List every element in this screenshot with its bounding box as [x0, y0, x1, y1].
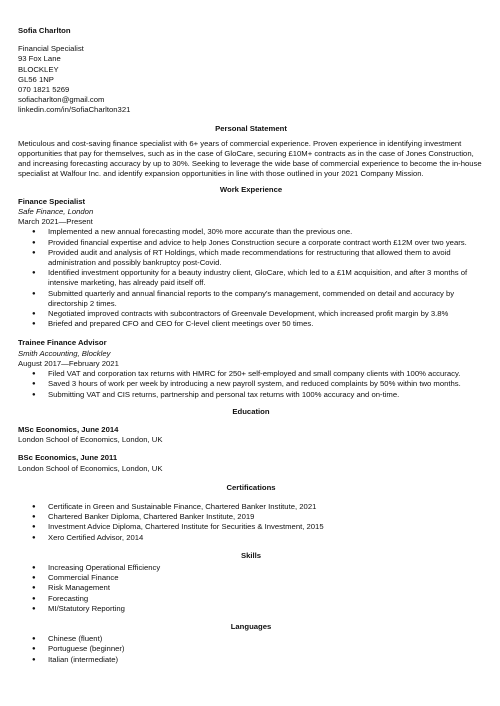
job-bullets	[18, 369, 484, 400]
list-item: ● Briefed and prepared CFO and CEO for C-level client meetings over 50 times.	[18, 319, 484, 329]
list-item: ● Negotiated improved contracts with subcontractors of Greenvale Development, which increased profit margin by 3.8%	[18, 309, 484, 319]
section-title: Education	[232, 406, 270, 416]
languages-list	[18, 634, 484, 665]
job-dates: August 2017—February 2021	[18, 358, 119, 368]
job-entry	[18, 197, 484, 330]
phone-number: 070 1821 5269	[18, 85, 70, 95]
list-item: ● Increasing Operational Efficiency	[18, 563, 484, 573]
address-street: 93 Fox Lane	[18, 54, 61, 64]
section-title: Personal Statement	[215, 123, 287, 133]
degree: MSc Economics, June 2014	[18, 424, 119, 434]
list-item: ● Forecasting	[18, 594, 484, 604]
job-title: Financial Specialist	[18, 44, 84, 54]
list-item: ● Commercial Finance	[18, 573, 484, 583]
education-entry	[18, 425, 484, 445]
list-item: ● Risk Management	[18, 583, 484, 593]
address-postcode: GL56 1NP	[18, 74, 54, 84]
degree: BSc Economics, June 2011	[18, 453, 118, 463]
email-address: sofiacharlton@gmail.com	[18, 95, 105, 105]
list-item: ● Chinese (fluent)	[18, 634, 484, 644]
address-town: BLOCKLEY	[18, 64, 59, 74]
list-item: ● Provided audit and analysis of RT Holdings, which made recommendations for restructuring that allowed them to avoid administration and possibly bankruptcy post-Covid.	[18, 248, 484, 268]
list-item: ● MI/Statutory Reporting	[18, 604, 484, 614]
list-item: ● Portuguese (beginner)	[18, 644, 484, 654]
certifications-list	[18, 502, 484, 543]
job-role: Trainee Finance Advisor	[18, 338, 107, 348]
skills-section	[18, 551, 484, 614]
candidate-name: Sofia Charlton	[18, 26, 71, 35]
languages-section	[18, 622, 484, 665]
work-experience-section	[18, 185, 484, 400]
list-item: ● Implemented a new annual forecasting model, 30% more accurate than the previous one.	[18, 227, 484, 237]
section-title: Work Experience	[219, 184, 283, 194]
school: London School of Economics, London, UK	[18, 435, 163, 445]
contact-block	[18, 44, 484, 115]
skills-list	[18, 563, 484, 614]
resume-page	[18, 26, 484, 665]
personal-statement-section	[18, 124, 484, 180]
list-item: ● Identified investment opportunity for a beauty industry client, GloCare, which led to a £1M acquisition, and after 3 months of intensive marketing, has already paid itself off.	[18, 268, 484, 288]
section-title: Skills	[240, 550, 262, 560]
section-title: Languages	[230, 621, 272, 631]
list-item: ● Italian (intermediate)	[18, 655, 484, 665]
education-entry	[18, 453, 484, 473]
list-item: ● Xero Certified Advisor, 2014	[18, 533, 484, 543]
list-item: ● Submitted quarterly and annual financial reports to the company's management, commended on detail and accuracy by directorship 2 times.	[18, 289, 484, 309]
list-item: ● Saved 3 hours of work per week by introducing a new payroll system, and reduced complaints by 50% within two months.	[18, 379, 484, 389]
education-section	[18, 407, 484, 474]
resume-header	[18, 26, 484, 116]
job-role: Finance Specialist	[18, 196, 86, 206]
school: London School of Economics, London, UK	[18, 463, 163, 473]
job-company: Smith Accounting, Blockley	[18, 348, 111, 358]
job-bullets	[18, 227, 484, 329]
linkedin-url: linkedin.com/in/SofiaCharlton321	[18, 105, 131, 115]
list-item: ● Provided financial expertise and advice to help Jones Construction secure a corporate contract worth £12M over two years.	[18, 238, 484, 248]
job-company: Safe Finance, London	[18, 207, 94, 217]
personal-statement-text: Meticulous and cost-saving finance specialist with 6+ years of commercial experience. Proven experience in identifying investment opportunities that pay for themselves, such as in the case of GloCare, securing £10M+ contracts as in the case of Jones Construction, and increasing forecasting accuracy by up to 30%. Seeking to leverage the wide base of commercial experience to become the in-house specialist at Walfour Inc. and identify expansion opportunities in line with those outlined in your 2021 Company Mission.	[18, 138, 482, 179]
list-item: ● Filed VAT and corporation tax returns with HMRC for 250+ self-employed and small company clients with 100% accuracy.	[18, 369, 484, 379]
list-item: ● Certificate in Green and Sustainable Finance, Chartered Banker Institute, 2021	[18, 502, 484, 512]
list-item: ● Submitting VAT and CIS returns, partnership and personal tax returns with 100% accuracy and on-time.	[18, 390, 484, 400]
job-entry	[18, 338, 484, 399]
list-item: ● Investment Advice Diploma, Chartered Institute for Securities & Investment, 2015	[18, 522, 484, 532]
job-dates: March 2021—Present	[18, 217, 93, 227]
certifications-section	[18, 483, 484, 543]
section-title: Certifications	[226, 482, 276, 492]
list-item: ● Chartered Banker Diploma, Chartered Banker Institute, 2019	[18, 512, 484, 522]
